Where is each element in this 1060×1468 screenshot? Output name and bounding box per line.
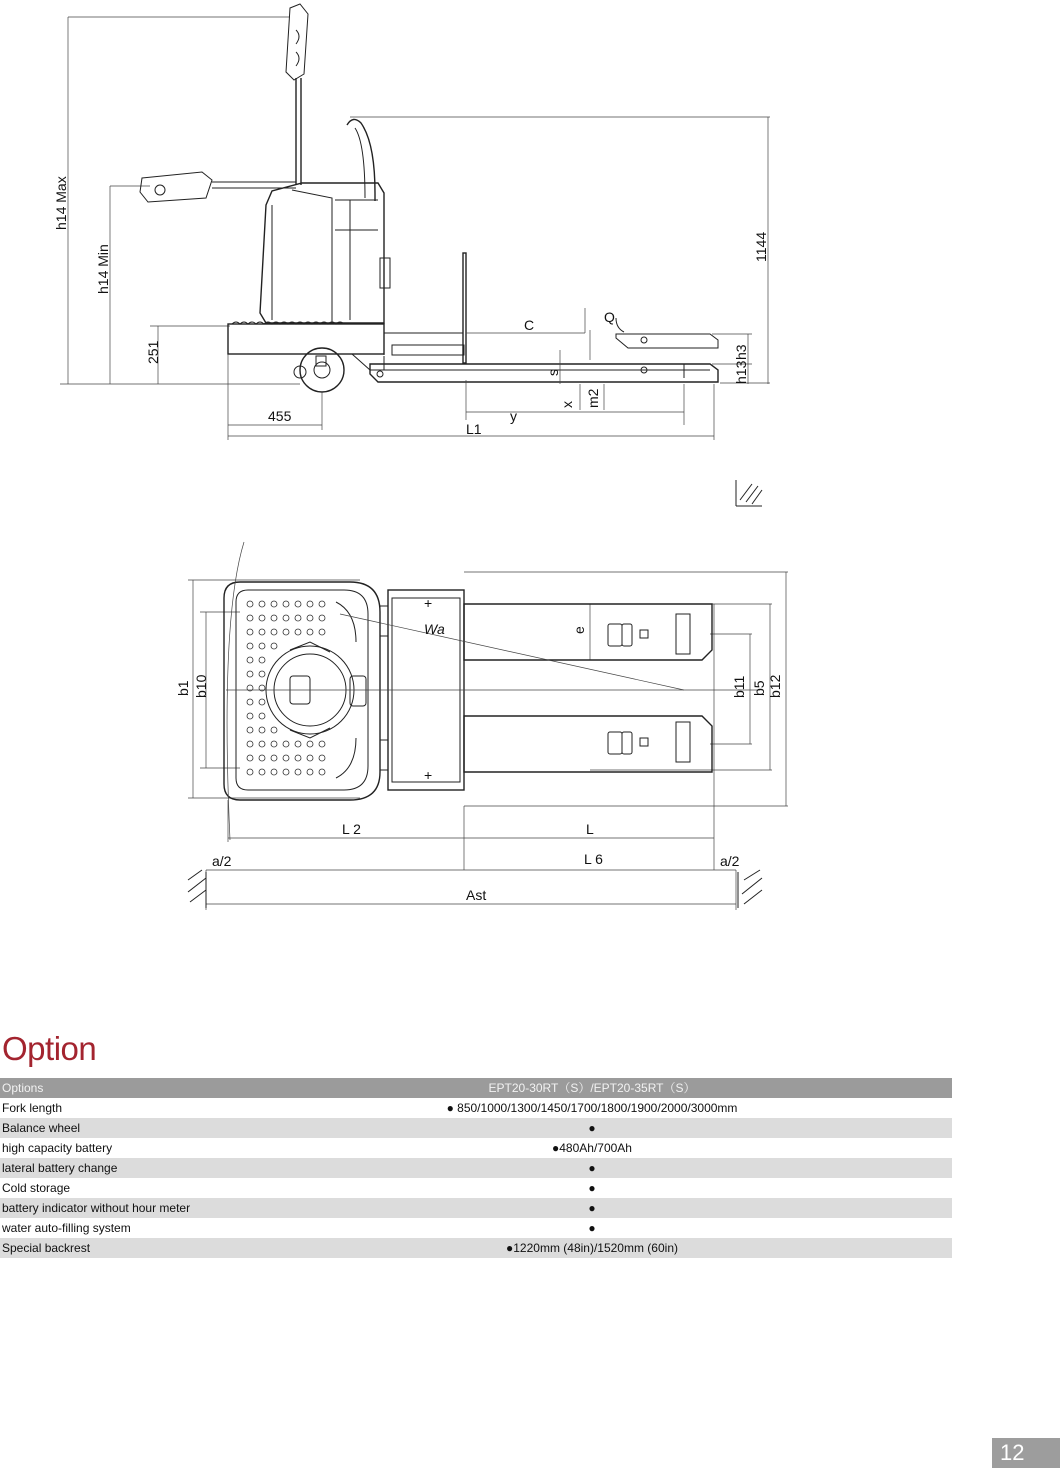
label-c: C [524,317,535,333]
label-q: Q [604,309,615,325]
label-ast: Ast [466,887,487,903]
row-label: Fork length [2,1101,63,1115]
label-l6: L 6 [584,851,603,867]
label-h14-max: h14 Max [53,176,69,230]
table-row [0,1238,952,1258]
row-value: ● [588,1181,596,1195]
section-title-option: Option [2,1030,97,1067]
row-value: ● [588,1221,596,1235]
label-wa: Wa [424,621,445,637]
label-l2: L 2 [342,821,361,837]
options-table [0,1078,952,1258]
label-x: x [559,401,575,408]
row-value: ●480Ah/700Ah [552,1141,632,1155]
label-b5: b5 [751,680,767,696]
row-value: ● [232,1158,952,1178]
label-b12: b12 [767,674,783,698]
label-455: 455 [268,408,292,424]
row-value: ● [232,1118,952,1138]
table-row [0,1138,952,1158]
row-label: lateral battery change [0,1158,232,1178]
label-e: e [571,626,587,634]
table-row [0,1178,952,1198]
page-number: 12 [992,1438,1060,1468]
row-label: Balance wheel [0,1118,232,1138]
header-value: EPT20-30RT（S）/EPT20-35RT（S） [232,1078,952,1098]
label-y: y [510,408,517,424]
side-view-drawing [53,4,770,506]
row-label: battery indicator without hour meter [0,1198,232,1218]
table-row [0,1158,952,1178]
row-label: high capacity battery [2,1141,113,1155]
platform-dots [247,601,325,775]
row-value: ● [232,1198,952,1218]
table-row [0,1198,952,1218]
table-header-row [0,1078,952,1098]
hatch-symbol-icon [736,480,762,506]
label-b1: b1 [175,680,191,696]
label-b10: b10 [193,674,209,698]
label-s: s [545,369,561,376]
table-row [0,1098,952,1118]
table-row [0,1218,952,1238]
row-label: Special backrest [0,1238,232,1258]
label-m2: m2 [585,388,601,408]
svg-text:+: + [424,595,433,611]
row-label: water auto-filling system [2,1221,131,1235]
label-l1: L1 [466,421,482,437]
label-1144: 1144 [753,231,769,262]
label-a2-left: a/2 [212,853,232,869]
label-l: L [586,821,594,837]
row-value: ● 850/1000/1300/1450/1700/1800/1900/2000/3000mm [446,1101,738,1115]
row-label: Cold storage [2,1181,71,1195]
label-h14-min: h14 Min [95,244,111,294]
top-view-drawing [175,542,788,910]
table-row [0,1118,952,1138]
label-251: 251 [145,340,161,364]
label-b11: b11 [731,675,747,698]
label-h3: h3 [733,344,749,360]
svg-text:+: + [424,767,433,783]
header-label: Options [0,1078,232,1098]
row-value: ●1220mm (48in)/1520mm (60in) [232,1238,952,1258]
label-h13: h13 [733,360,749,384]
label-a2-right: a/2 [720,853,740,869]
